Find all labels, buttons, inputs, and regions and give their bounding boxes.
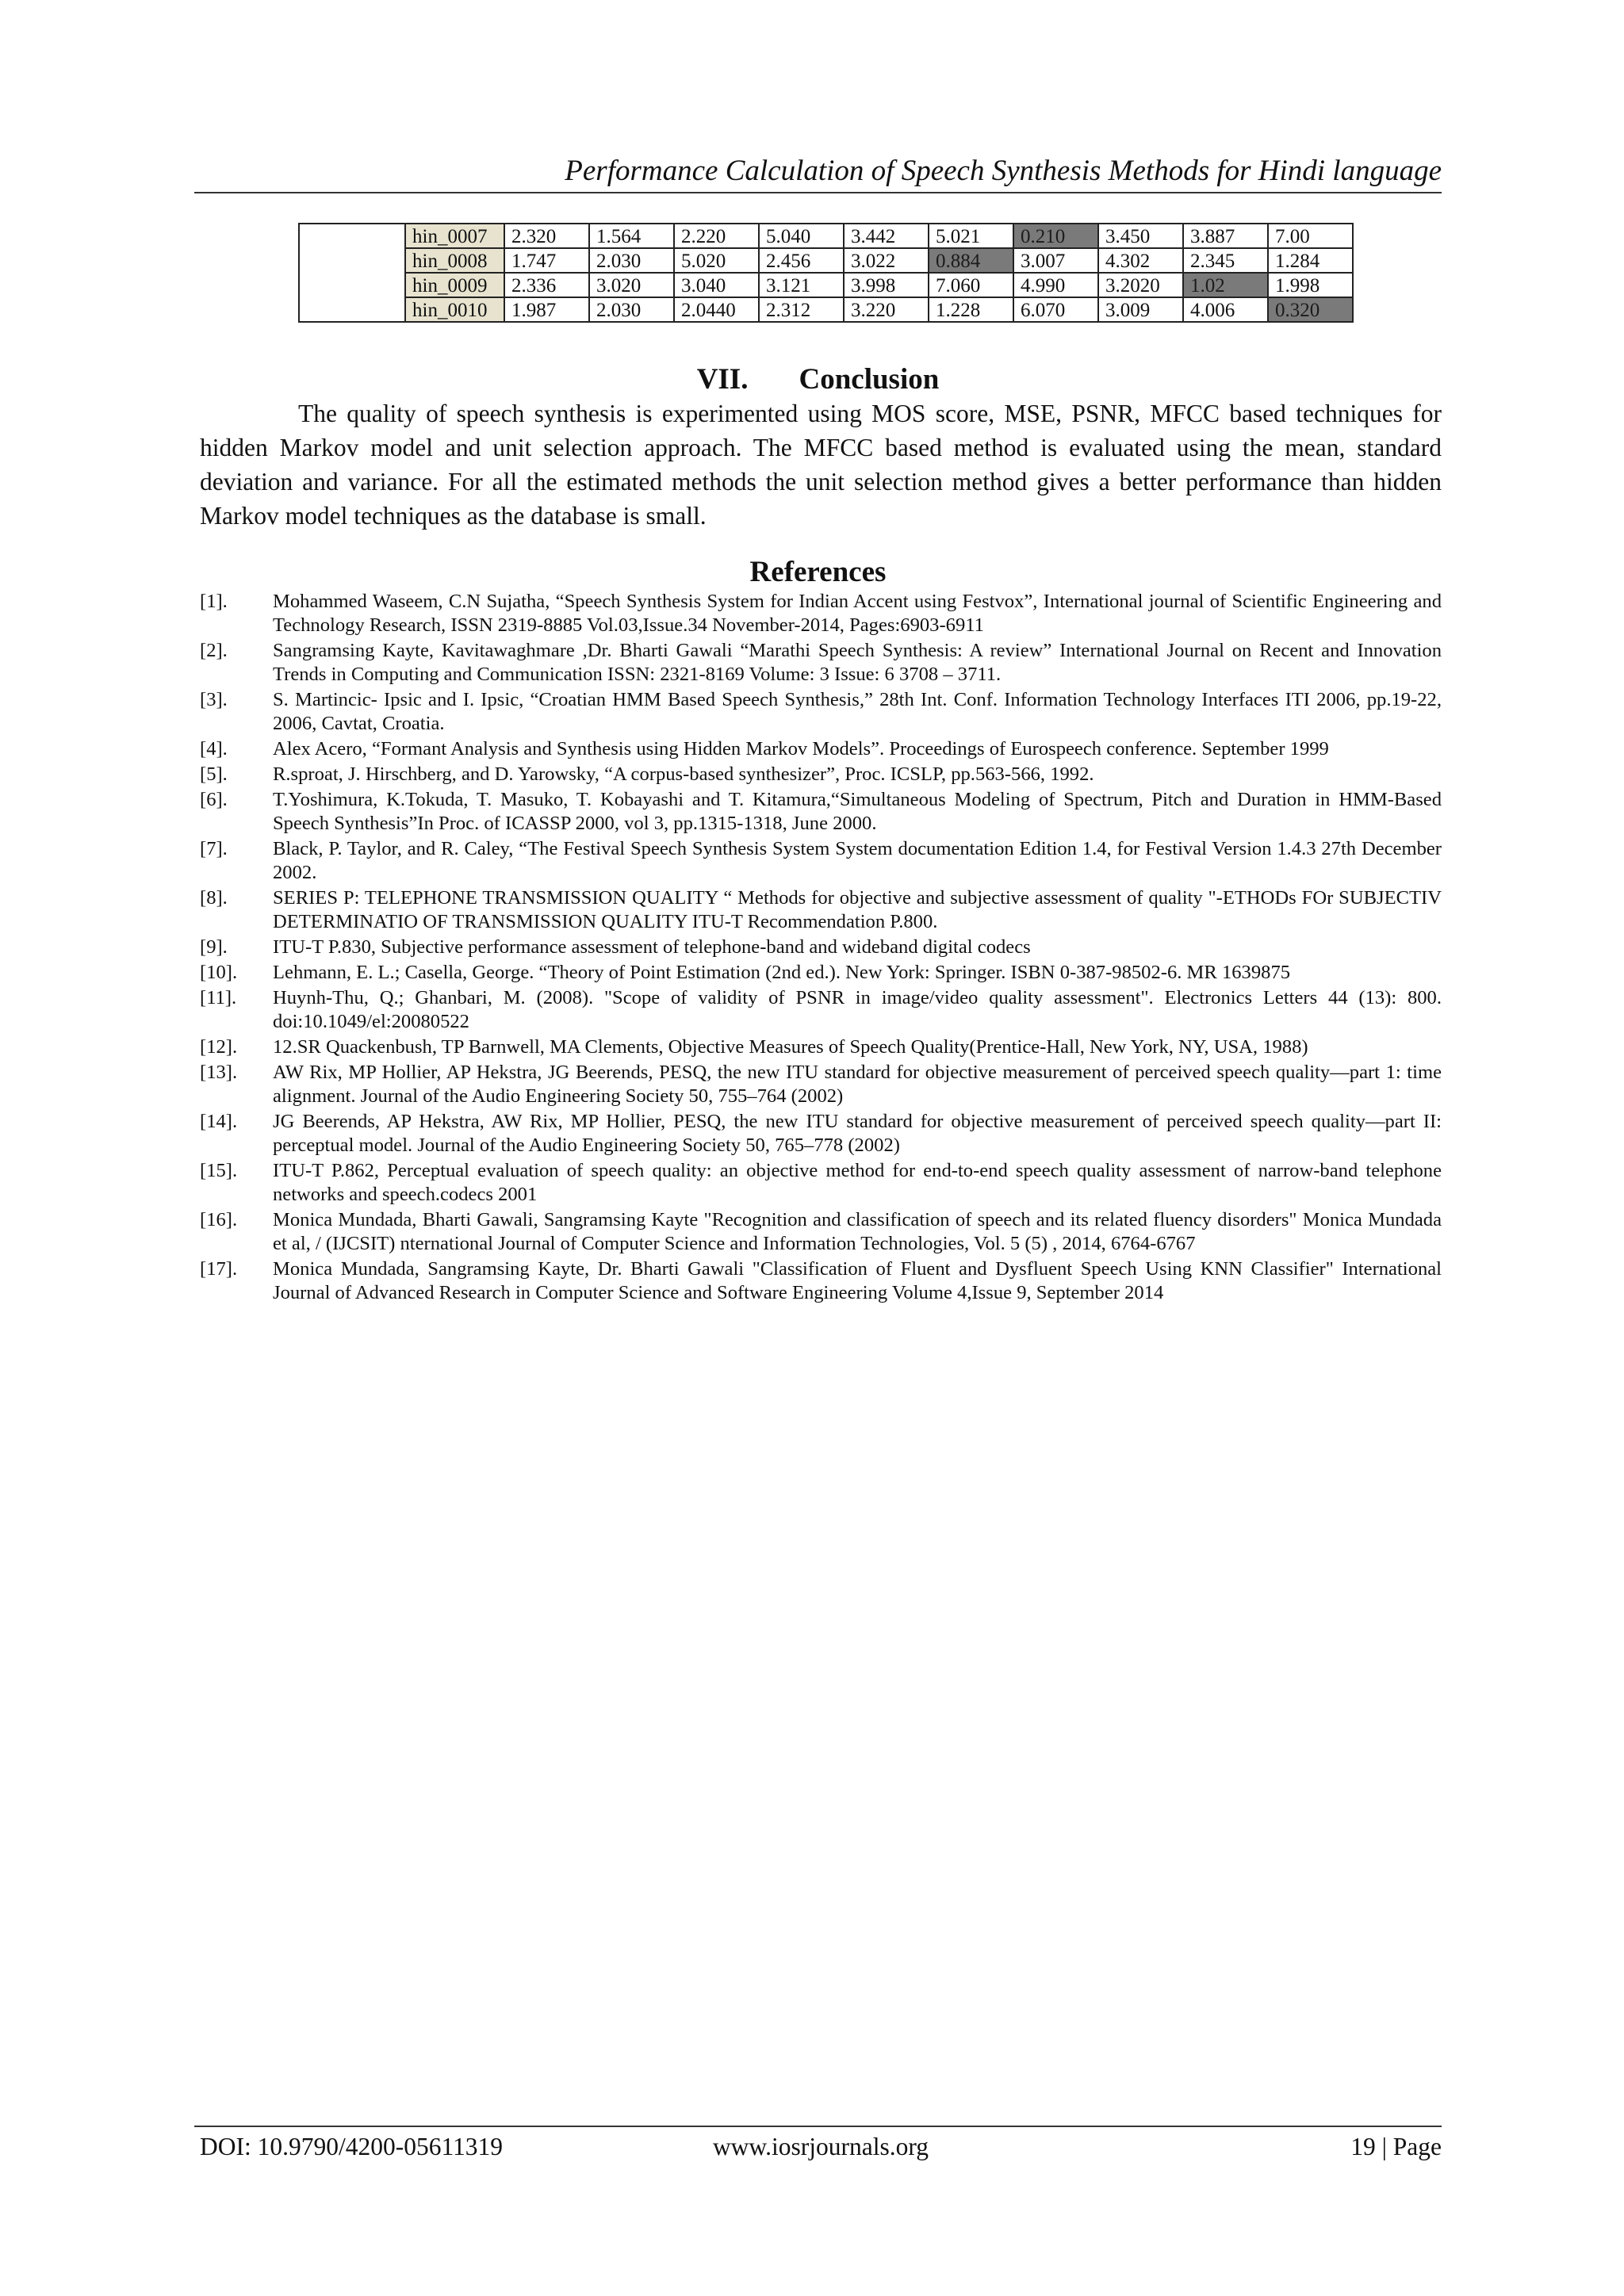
table-cell: 5.020 [674, 248, 759, 273]
table-empty-cell [299, 248, 405, 273]
table-cell: 4.006 [1183, 297, 1268, 322]
reference-item [200, 1035, 1442, 1059]
table-cell: 3.450 [1098, 224, 1183, 248]
table-cell: 1.564 [589, 224, 674, 248]
table-cell: 6.070 [1013, 297, 1098, 322]
table-empty-cell [299, 224, 405, 248]
table-cell: 3.007 [1013, 248, 1098, 273]
reference-item [200, 837, 1442, 885]
table-cell: 2.345 [1183, 248, 1268, 273]
reference-number: [14]. [200, 1111, 238, 1132]
running-header: Performance Calculation of Speech Synthesis Methods for Hindi language [565, 155, 1442, 187]
table-cell: 3.887 [1183, 224, 1268, 248]
reference-text: Sangramsing Kayte, Kavitawaghmare ,Dr. Bharti Gawali “Marathi Speech Synthesis: A review” International Journal on Recent and Innovation Trends in Computing and Communication ISSN: 2321-8169 Volume: 3 Issue: 6 3708 – 3711. [273, 640, 1442, 685]
reference-text: ITU-T P.830, Subjective performance assessment of telephone-band and wideband digital codecs [273, 936, 1031, 958]
reference-item [200, 936, 1442, 959]
page-footer [200, 2130, 1442, 2164]
reference-text: 12.SR Quackenbush, TP Barnwell, MA Clements, Objective Measures of Speech Quality(Prentice-Hall, New York, NY, USA, 1988) [273, 1036, 1308, 1058]
footer-website: www.iosrjournals.org [712, 2133, 929, 2160]
table-row [299, 248, 1353, 273]
table-cell: 4.990 [1013, 273, 1098, 297]
table-cell: 2.030 [589, 297, 674, 322]
reference-number: [17]. [200, 1258, 238, 1280]
section-heading [194, 362, 1442, 397]
table-cell: 3.020 [589, 273, 674, 297]
reference-item [200, 737, 1442, 761]
reference-item [200, 1208, 1442, 1256]
reference-number: [2]. [200, 640, 228, 661]
footer-page-number: 19 | Page [1350, 2133, 1442, 2160]
reference-number: [10]. [200, 962, 238, 983]
table-cell: 2.0440 [674, 297, 759, 322]
reference-text: Huynh-Thu, Q.; Ghanbari, M. (2008). "Scope of validity of PSNR in image/video quality assessment". Electronics Letters 44 (13): 800. doi:10.1049/el:20080522 [273, 987, 1442, 1032]
table-cell: 5.021 [929, 224, 1013, 248]
reference-number: [6]. [200, 789, 228, 810]
conclusion-paragraph: The quality of speech synthesis is experimented using MOS score, MSE, PSNR, MFCC based techniques for hidden Markov model and unit selection approach. The MFCC based method is evaluated using the mean, standard deviation and variance. For all the estimated methods the unit selection method gives a better performance than hidden Markov model techniques as the database is small. [200, 400, 1442, 530]
section-title: Conclusion [799, 363, 940, 396]
reference-text: ITU-T P.862, Perceptual evaluation of speech quality: an objective method for end-to-end speech quality assessment of narrow-band telephone networks and speech.codecs 2001 [273, 1160, 1442, 1205]
table-empty-cell [299, 297, 405, 322]
reference-item [200, 961, 1442, 985]
reference-item [200, 986, 1442, 1034]
table-cell: 5.040 [759, 224, 844, 248]
row-label: hin_0008 [405, 248, 504, 273]
reference-text: AW Rix, MP Hollier, AP Hekstra, JG Beerends, PESQ, the new ITU standard for objective measurement of perceived speech quality—part 1: time alignment. Journal of the Audio Engineering Society 50, 755–764 (2002) [273, 1062, 1442, 1107]
table-row [299, 273, 1353, 297]
table-cell: 2.030 [589, 248, 674, 273]
table-cell-highlighted: 1.02 [1183, 273, 1268, 297]
table-cell: 3.998 [844, 273, 929, 297]
table-row [299, 297, 1353, 322]
reference-item [200, 688, 1442, 736]
table-cell: 1.987 [504, 297, 589, 322]
table-cell: 2.312 [759, 297, 844, 322]
reference-number: [3]. [200, 689, 228, 710]
table-cell: 2.320 [504, 224, 589, 248]
table-cell: 1.228 [929, 297, 1013, 322]
reference-number: [7]. [200, 838, 228, 859]
reference-item [200, 1159, 1442, 1207]
table-empty-cell [299, 273, 405, 297]
footer-rule [194, 2126, 1442, 2127]
reference-number: [5]. [200, 763, 228, 785]
reference-text: JG Beerends, AP Hekstra, AW Rix, MP Hollier, PESQ, the new ITU standard for objective measurement of perceived speech quality—part II: perceptual model. Journal of the Audio Engineering Society 50, 765–778 (2002) [273, 1111, 1442, 1156]
reference-text: Alex Acero, “Formant Analysis and Synthesis using Hidden Markov Models”. Proceedings of Eurospeech conference. September 1999 [273, 738, 1329, 760]
references-heading: References [749, 556, 887, 588]
table-cell: 1.284 [1268, 248, 1353, 273]
reference-text: Monica Mundada, Sangramsing Kayte, Dr. Bharti Gawali "Classification of Fluent and Dysfluent Speech Using KNN Classifier" International Journal of Advanced Research in Computer Science and Software Engineering Volume 4,Issue 9, September 2014 [273, 1258, 1442, 1303]
reference-item [200, 590, 1442, 637]
reference-number: [4]. [200, 738, 228, 760]
reference-item [200, 1061, 1442, 1108]
reference-number: [16]. [200, 1209, 238, 1230]
reference-number: [13]. [200, 1062, 238, 1083]
row-label: hin_0009 [405, 273, 504, 297]
table-cell: 4.302 [1098, 248, 1183, 273]
results-table [298, 223, 1354, 323]
table-cell: 1.998 [1268, 273, 1353, 297]
table-cell: 2.336 [504, 273, 589, 297]
reference-item [200, 788, 1442, 836]
table-cell-highlighted: 0.884 [929, 248, 1013, 273]
reference-text: SERIES P: TELEPHONE TRANSMISSION QUALITY “ Methods for objective and subjective assessment of quality "-ETHODs FOr SUBJECTIV DETERMINATIO OF TRANSMISSION QUALITY ITU-T Recommendation P.800. [273, 887, 1442, 932]
table-cell: 3.121 [759, 273, 844, 297]
table-cell: 3.2020 [1098, 273, 1183, 297]
reference-text: S. Martincic- Ipsic and I. Ipsic, “Croatian HMM Based Speech Synthesis,” 28th Int. Conf. Information Technology Interfaces ITI 2006, pp.19-22, 2006, Cavtat, Croatia. [273, 689, 1442, 734]
header-rule [194, 192, 1442, 193]
table-cell-highlighted: 0.210 [1013, 224, 1098, 248]
table-cell: 3.220 [844, 297, 929, 322]
reference-text: T.Yoshimura, K.Tokuda, T. Masuko, T. Kobayashi and T. Kitamura,“Simultaneous Modeling of Spectrum, Pitch and Duration in HMM-Based Speech Synthesis”In Proc. of ICASSP 2000, vol 3, pp.1315-1318, June 2000. [273, 789, 1442, 834]
row-label: hin_0007 [405, 224, 504, 248]
reference-text: Lehmann, E. L.; Casella, George. “Theory of Point Estimation (2nd ed.). New York: Springer. ISBN 0-387-98502-6. MR 1639875 [273, 962, 1291, 983]
reference-number: [15]. [200, 1160, 238, 1181]
table-cell: 1.747 [504, 248, 589, 273]
reference-number: [12]. [200, 1036, 238, 1058]
table-cell: 7.00 [1268, 224, 1353, 248]
row-label: hin_0010 [405, 297, 504, 322]
reference-item [200, 1110, 1442, 1158]
table-cell: 3.009 [1098, 297, 1183, 322]
reference-text: R.sproat, J. Hirschberg, and D. Yarowsky, “A corpus-based synthesizer”, Proc. ICSLP, pp.563-566, 1992. [273, 763, 1094, 785]
reference-number: [9]. [200, 936, 228, 958]
table-cell: 2.220 [674, 224, 759, 248]
reference-item [200, 639, 1442, 687]
table-cell-highlighted: 0.320 [1268, 297, 1353, 322]
references-list [200, 590, 1442, 1307]
reference-text: Black, P. Taylor, and R. Caley, “The Festival Speech Synthesis System System documentation Edition 1.4, for Festival Version 1.4.3 27th December 2002. [273, 838, 1442, 883]
table-row [299, 224, 1353, 248]
table-cell: 3.022 [844, 248, 929, 273]
reference-number: [1]. [200, 591, 228, 612]
reference-number: [11]. [200, 987, 237, 1008]
reference-item [200, 886, 1442, 934]
table-cell: 3.442 [844, 224, 929, 248]
footer-doi: DOI: 10.9790/4200-05611319 [200, 2133, 504, 2160]
reference-item [200, 763, 1442, 786]
table-cell: 2.456 [759, 248, 844, 273]
reference-number: [8]. [200, 887, 228, 909]
table-cell: 7.060 [929, 273, 1013, 297]
section-number: VII. [696, 363, 749, 396]
reference-item [200, 1257, 1442, 1305]
reference-text: Monica Mundada, Bharti Gawali, Sangramsing Kayte "Recognition and classification of speech and its related fluency disorders" Monica Mundada et al, / (IJCSIT) nternational Journal of Computer Science and Information Technologies, Vol. 5 (5) , 2014, 6764-6767 [273, 1209, 1442, 1254]
reference-text: Mohammed Waseem, C.N Sujatha, “Speech Synthesis System for Indian Accent using Festvox”, International journal of Scientific Engineering and Technology Research, ISSN 2319-8885 Vol.03,Issue.34 November-2014, Pages:6903-6911 [273, 591, 1442, 636]
table-cell: 3.040 [674, 273, 759, 297]
